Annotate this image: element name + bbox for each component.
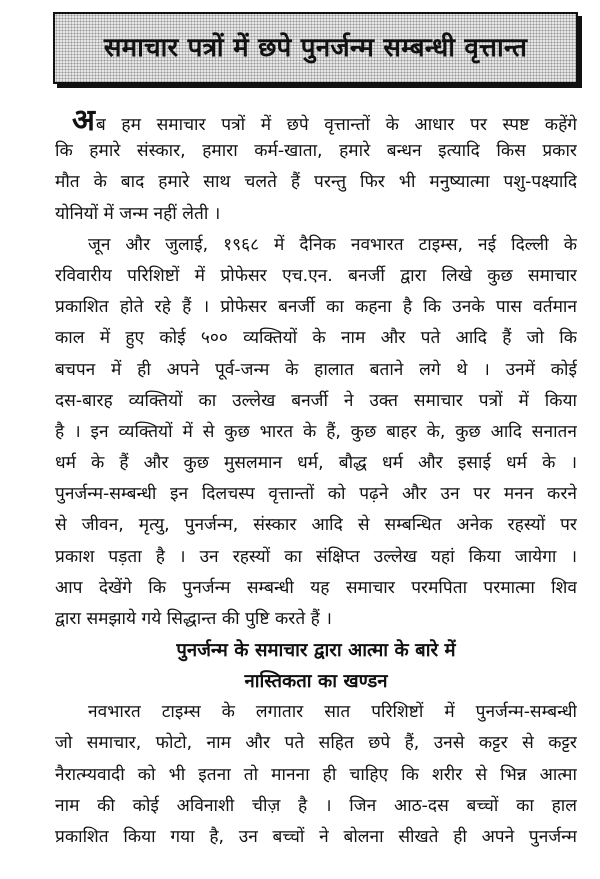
paragraph-line: प्रकाशित किया गया है, उन बच्चों ने बोलना सीखते ही अपने पुनर्जन्म [55,826,577,847]
paragraph-line: प्रकाशित होते रहे हैं । प्रोफेसर बनर्जी का कहना है कि उनके पास वर्तमान [55,297,577,318]
paragraph-line: नैरात्म्यवादी को भी इतना तो मानना ही चाहिए कि शरीर से भिन्न आत्मा [55,764,577,785]
title-banner [53,12,578,84]
paragraph-line: से जीवन, मृत्यु, पुनर्जन्म, संस्कार आदि से सम्बन्धित अनेक रहस्यों पर [55,515,577,536]
paragraph-3 [55,697,577,853]
paragraph-line: जो समाचार, फोटो, नाम और पते सहित छपे हैं, उनसे कट्टर से कट्टर [55,733,577,754]
paragraph-line: जून और जुलाई, १९६८ में दैनिक नवभारत टाइम्स, नई दिल्ली के [88,234,577,255]
drop-cap: अ [72,105,95,137]
section-heading-line-1: पुनर्जन्म के समाचार द्वारा आत्मा के बारे में [176,640,456,662]
paragraph-line: बचपन में ही अपने पूर्व-जन्म के हालात बताने लगे थे । उनमें कोई [55,359,577,380]
paragraph-line: कि हमारे संस्कार, हमारा कर्म-खाता, हमारे बन्धन इत्यादि किस प्रकार [55,141,577,162]
section-heading [55,635,577,697]
paragraph-line: द्वारा समझाये गये सिद्धान्त की पुष्टि करते हैं । [55,609,332,629]
paragraph-line: नाम की कोई अविनाशी चीज़ है । जिन आठ-दस बच्चों का हाल [55,795,577,816]
paragraph-line: नवभारत टाइम्स के लगातार सात परिशिष्टों में पुनर्जन्म-सम्बन्धी [88,702,577,723]
article-body [55,105,577,853]
paragraph-line: पुनर्जन्म-सम्बन्धी इन दिलचस्प वृत्तान्तों को पढ़ने और उन पर मनन करने [55,484,577,505]
section-heading-line-2: नास्तिकता का खण्डन [244,671,388,693]
paragraph-line: अब हम समाचार पत्रों में छपे वृत्तान्तों के आधार पर स्पष्ट कहेंगे [72,105,577,137]
paragraph-line: योनियों में जन्म नहीं लेती । [55,203,221,224]
paragraph-line: दस-बारह व्यक्तियों का उल्लेख बनर्जी ने उक्त समाचार पत्रों में किया [55,390,577,411]
paragraph-line: धर्म के हैं और कुछ मुसलमान धर्म, बौद्ध धर्म और इसाई धर्म के । [55,453,577,474]
paragraph-line: काल में हुए कोई ५०० व्यक्तियों के नाम और पते आदि हैं जो कि [55,328,577,349]
paragraph-line: है । इन व्यक्तियों में से कुछ भारत के हैं, कुछ बाहर के, कुछ आदि सनातन [55,421,577,442]
paragraph-line: प्रकाश पड़ता है । उन रहस्यों का संक्षिप्त उल्लेख यहां किया जायेगा । [55,546,577,567]
paragraph-1 [55,105,577,230]
paragraph-line: रविवारीय परिशिष्टों में प्रोफेसर एच.एन. बनर्जी द्वारा लिखे कुछ समाचार [55,265,577,286]
paragraph-line: मौत के बाद हमारे साथ चलते हैं परन्तु फिर भी मनुष्यात्मा पशु-पक्ष्यादि [55,172,577,193]
paragraph-2 [55,230,577,635]
paragraph-line: आप देखेंगे कि पुनर्जन्म सम्बन्धी यह समाचार परमपिता परमात्मा शिव [55,577,577,598]
page-title: समाचार पत्रों में छपे पुनर्जन्म सम्बन्धी वृत्तान्त [103,33,528,63]
